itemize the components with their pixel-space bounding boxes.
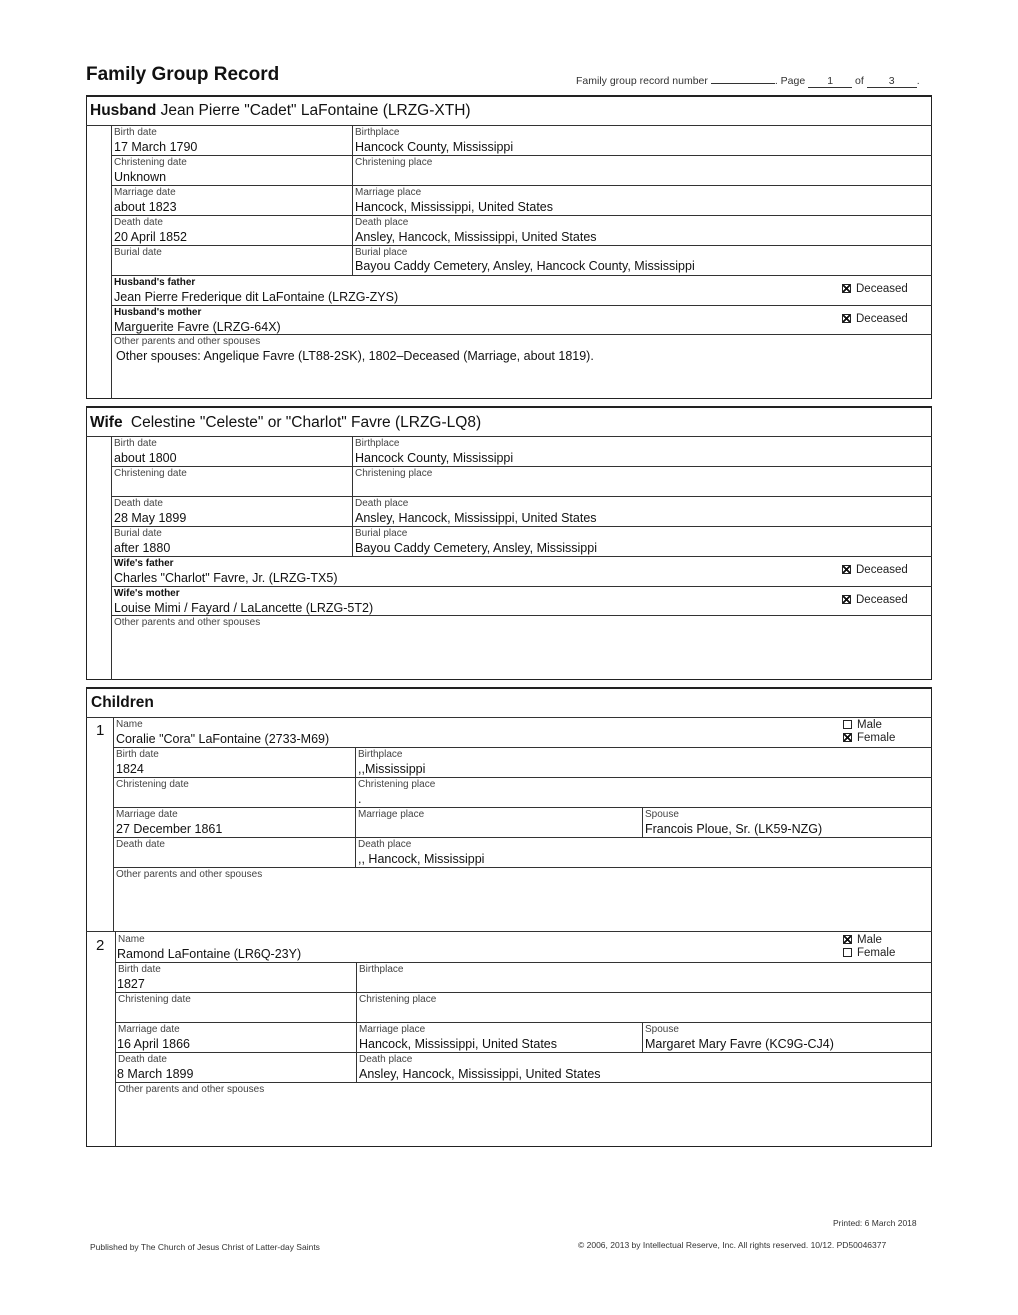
divider	[113, 867, 932, 868]
husband-heading	[90, 102, 471, 120]
children-section-label: Children	[91, 694, 154, 711]
other-spouses-label: Other parents and other spouses	[114, 336, 261, 347]
death-place-label: Death place	[355, 217, 409, 228]
mother-deceased-checkbox[interactable]	[842, 313, 908, 325]
christening-place-label: Christening place	[359, 994, 437, 1005]
divider	[111, 155, 932, 156]
burial-place-value: Bayou Caddy Cemetery, Ansley, Mississippi	[355, 541, 597, 555]
death-place-label: Death place	[355, 498, 409, 509]
spouse-value: Margaret Mary Favre (KC9G-CJ4)	[645, 1037, 834, 1051]
birth-date-value: 17 March 1790	[114, 140, 198, 154]
death-place-value: Ansley, Hancock, Mississippi, United States	[355, 511, 597, 525]
burial-place-value: Bayou Caddy Cemetery, Ansley, Hancock County, Mississippi	[355, 259, 695, 273]
female-checkbox[interactable]	[843, 732, 895, 744]
divider	[111, 586, 932, 587]
mother-status: Deceased	[856, 313, 908, 325]
divider	[86, 436, 932, 437]
husband-section-label: Husband	[90, 102, 157, 119]
marriage-date-label: Marriage date	[114, 187, 176, 198]
divider	[115, 1022, 932, 1023]
marriage-date-value: about 1823	[114, 200, 177, 214]
divider	[111, 615, 932, 616]
mother-label: Husband's mother	[114, 307, 202, 318]
page-total: 3	[867, 75, 917, 88]
page-title: Family Group Record	[86, 64, 280, 85]
child-name-value: Coralie "Cora" LaFontaine (2733-M69)	[116, 732, 330, 746]
divider	[111, 125, 112, 399]
christening-date-label: Christening date	[114, 468, 187, 479]
mother-label: Wife's mother	[114, 588, 180, 599]
birthplace-value: Hancock County, Mississippi	[355, 140, 514, 154]
record-number-header: Family group record number . Page 1 of 3 .	[576, 71, 920, 88]
child-name-value: Ramond LaFontaine (LR6Q-23Y)	[117, 947, 302, 961]
mother-value: Marguerite Favre (LRZG-64X)	[114, 320, 281, 334]
wife-section-label: Wife	[90, 414, 123, 431]
of-label: of	[855, 75, 864, 87]
father-status: Deceased	[856, 564, 908, 576]
divider	[642, 807, 643, 837]
divider	[111, 556, 932, 557]
mother-deceased-checkbox[interactable]	[842, 594, 908, 606]
divider	[355, 747, 356, 867]
birth-date-value: 1827	[117, 977, 145, 991]
christening-date-label: Christening date	[118, 994, 191, 1005]
divider	[113, 837, 932, 838]
other-spouses-label: Other parents and other spouses	[118, 1084, 265, 1095]
burial-date-value: after 1880	[114, 541, 171, 555]
christening-place-label: Christening place	[358, 779, 436, 790]
mother-value: Louise Mimi / Fayard / LaLancette (LRZG-5T2)	[114, 601, 374, 615]
child-number: 2	[96, 937, 105, 954]
divider	[115, 1082, 932, 1083]
divider	[86, 717, 932, 718]
birthplace-value: ,,Mississippi	[358, 762, 426, 776]
marriage-place-label: Marriage place	[359, 1024, 426, 1035]
female-label: Female	[857, 947, 896, 959]
burial-place-label: Burial place	[355, 528, 408, 539]
divider	[115, 992, 932, 993]
female-checkbox[interactable]	[843, 947, 895, 959]
death-date-label: Death date	[118, 1054, 167, 1065]
copyright-note: © 2006, 2013 by Intellectual Reserve, Inc. All rights reserved. 10/12. PD50046377	[578, 1240, 887, 1250]
death-place-label: Death place	[359, 1054, 413, 1065]
father-value: Jean Pierre Frederique dit LaFontaine (LRZG-ZYS)	[114, 290, 399, 304]
other-spouses-label: Other parents and other spouses	[116, 869, 263, 880]
spouse-label: Spouse	[645, 809, 679, 820]
divider	[115, 962, 932, 963]
child-name-label: Name	[116, 719, 143, 730]
birth-date-value: about 1800	[114, 451, 177, 465]
divider	[86, 125, 932, 126]
divider	[115, 1052, 932, 1053]
male-checkbox[interactable]	[843, 934, 882, 946]
divider	[111, 185, 932, 186]
christening-place-value: .	[358, 792, 362, 806]
other-spouses-value: Other spouses: Angelique Favre (LT88-2SK), 1802–Deceased (Marriage, about 1819).	[116, 349, 594, 363]
marriage-date-value: 27 December 1861	[116, 822, 223, 836]
divider	[111, 215, 932, 216]
divider	[642, 1022, 643, 1052]
marriage-date-label: Marriage date	[118, 1024, 180, 1035]
page-label: Page	[780, 75, 806, 87]
child-name-label: Name	[118, 934, 145, 945]
marriage-date-label: Marriage date	[116, 809, 178, 820]
male-checkbox[interactable]	[843, 719, 882, 731]
father-value: Charles "Charlot" Favre, Jr. (LRZG-TX5)	[114, 571, 338, 585]
divider	[111, 334, 932, 335]
birth-date-label: Birth date	[114, 438, 157, 449]
checkbox-icon	[843, 935, 852, 944]
checkbox-icon	[842, 314, 851, 323]
spouse-value: Francois Ploue, Sr. (LK59-NZG)	[645, 822, 823, 836]
burial-place-label: Burial place	[355, 247, 408, 258]
birth-date-label: Birth date	[114, 127, 157, 138]
wife-heading	[90, 414, 481, 432]
divider	[86, 931, 932, 932]
marriage-place-label: Marriage place	[358, 809, 425, 820]
divider	[113, 807, 932, 808]
checkbox-icon	[842, 595, 851, 604]
divider	[113, 747, 932, 748]
birthplace-value: Hancock County, Mississippi	[355, 451, 514, 465]
record-number-label: Family group record number	[576, 75, 708, 87]
christening-date-value: Unknown	[114, 170, 167, 184]
children-heading	[91, 694, 154, 712]
divider	[111, 466, 932, 467]
divider	[111, 245, 932, 246]
death-place-label: Death place	[358, 839, 412, 850]
birth-date-value: 1824	[116, 762, 144, 776]
divider	[111, 305, 932, 306]
death-place-value: Ansley, Hancock, Mississippi, United States	[355, 230, 597, 244]
other-spouses-label: Other parents and other spouses	[114, 617, 261, 628]
christening-place-label: Christening place	[355, 468, 433, 479]
death-place-value: ,, Hancock, Mississippi	[358, 852, 485, 866]
husband-name: Jean Pierre "Cadet" LaFontaine (LRZG-XTH)	[160, 102, 471, 119]
marriage-place-label: Marriage place	[355, 187, 422, 198]
checkbox-icon	[842, 284, 851, 293]
divider	[113, 717, 114, 931]
divider	[356, 962, 357, 1082]
divider	[352, 125, 353, 275]
burial-date-label: Burial date	[114, 247, 162, 258]
death-place-value: Ansley, Hancock, Mississippi, United States	[359, 1067, 601, 1081]
marriage-date-value: 16 April 1866	[117, 1037, 190, 1051]
burial-date-label: Burial date	[114, 528, 162, 539]
divider	[113, 777, 932, 778]
death-date-label: Death date	[116, 839, 165, 850]
printed-date: Printed: 6 March 2018	[833, 1218, 917, 1228]
christening-place-label: Christening place	[355, 157, 433, 168]
divider	[111, 275, 932, 276]
birth-date-label: Birth date	[118, 964, 161, 975]
checkbox-icon	[843, 733, 852, 742]
wife-name: Celestine "Celeste" or "Charlot" Favre (LRZG-LQ8)	[130, 414, 482, 431]
publisher-note: Published by The Church of Jesus Christ of Latter-day Saints	[90, 1242, 320, 1252]
death-date-value: 8 March 1899	[117, 1067, 194, 1081]
father-label: Wife's father	[114, 558, 174, 569]
birth-date-label: Birth date	[116, 749, 159, 760]
christening-date-label: Christening date	[114, 157, 187, 168]
death-date-value: 20 April 1852	[114, 230, 187, 244]
death-date-label: Death date	[114, 498, 163, 509]
birthplace-label: Birthplace	[355, 438, 400, 449]
divider	[111, 436, 112, 680]
father-status: Deceased	[856, 283, 908, 295]
male-label: Male	[857, 719, 882, 731]
female-label: Female	[857, 732, 896, 744]
birthplace-label: Birthplace	[358, 749, 403, 760]
father-deceased-checkbox[interactable]	[842, 283, 908, 295]
birthplace-label: Birthplace	[355, 127, 400, 138]
birthplace-label: Birthplace	[359, 964, 404, 975]
checkbox-icon	[842, 565, 851, 574]
death-date-value: 28 May 1899	[114, 511, 187, 525]
death-date-label: Death date	[114, 217, 163, 228]
checkbox-icon	[843, 948, 852, 957]
mother-status: Deceased	[856, 594, 908, 606]
father-label: Husband's father	[114, 277, 196, 288]
divider	[115, 931, 116, 1147]
divider	[111, 526, 932, 527]
record-number-value	[711, 71, 775, 84]
marriage-place-value: Hancock, Mississippi, United States	[359, 1037, 557, 1051]
christening-date-label: Christening date	[116, 779, 189, 790]
child-number: 1	[96, 722, 105, 739]
marriage-place-value: Hancock, Mississippi, United States	[355, 200, 553, 214]
checkbox-icon	[843, 720, 852, 729]
father-deceased-checkbox[interactable]	[842, 564, 908, 576]
divider	[111, 496, 932, 497]
male-label: Male	[857, 934, 882, 946]
page-number: 1	[808, 75, 852, 88]
spouse-label: Spouse	[645, 1024, 679, 1035]
